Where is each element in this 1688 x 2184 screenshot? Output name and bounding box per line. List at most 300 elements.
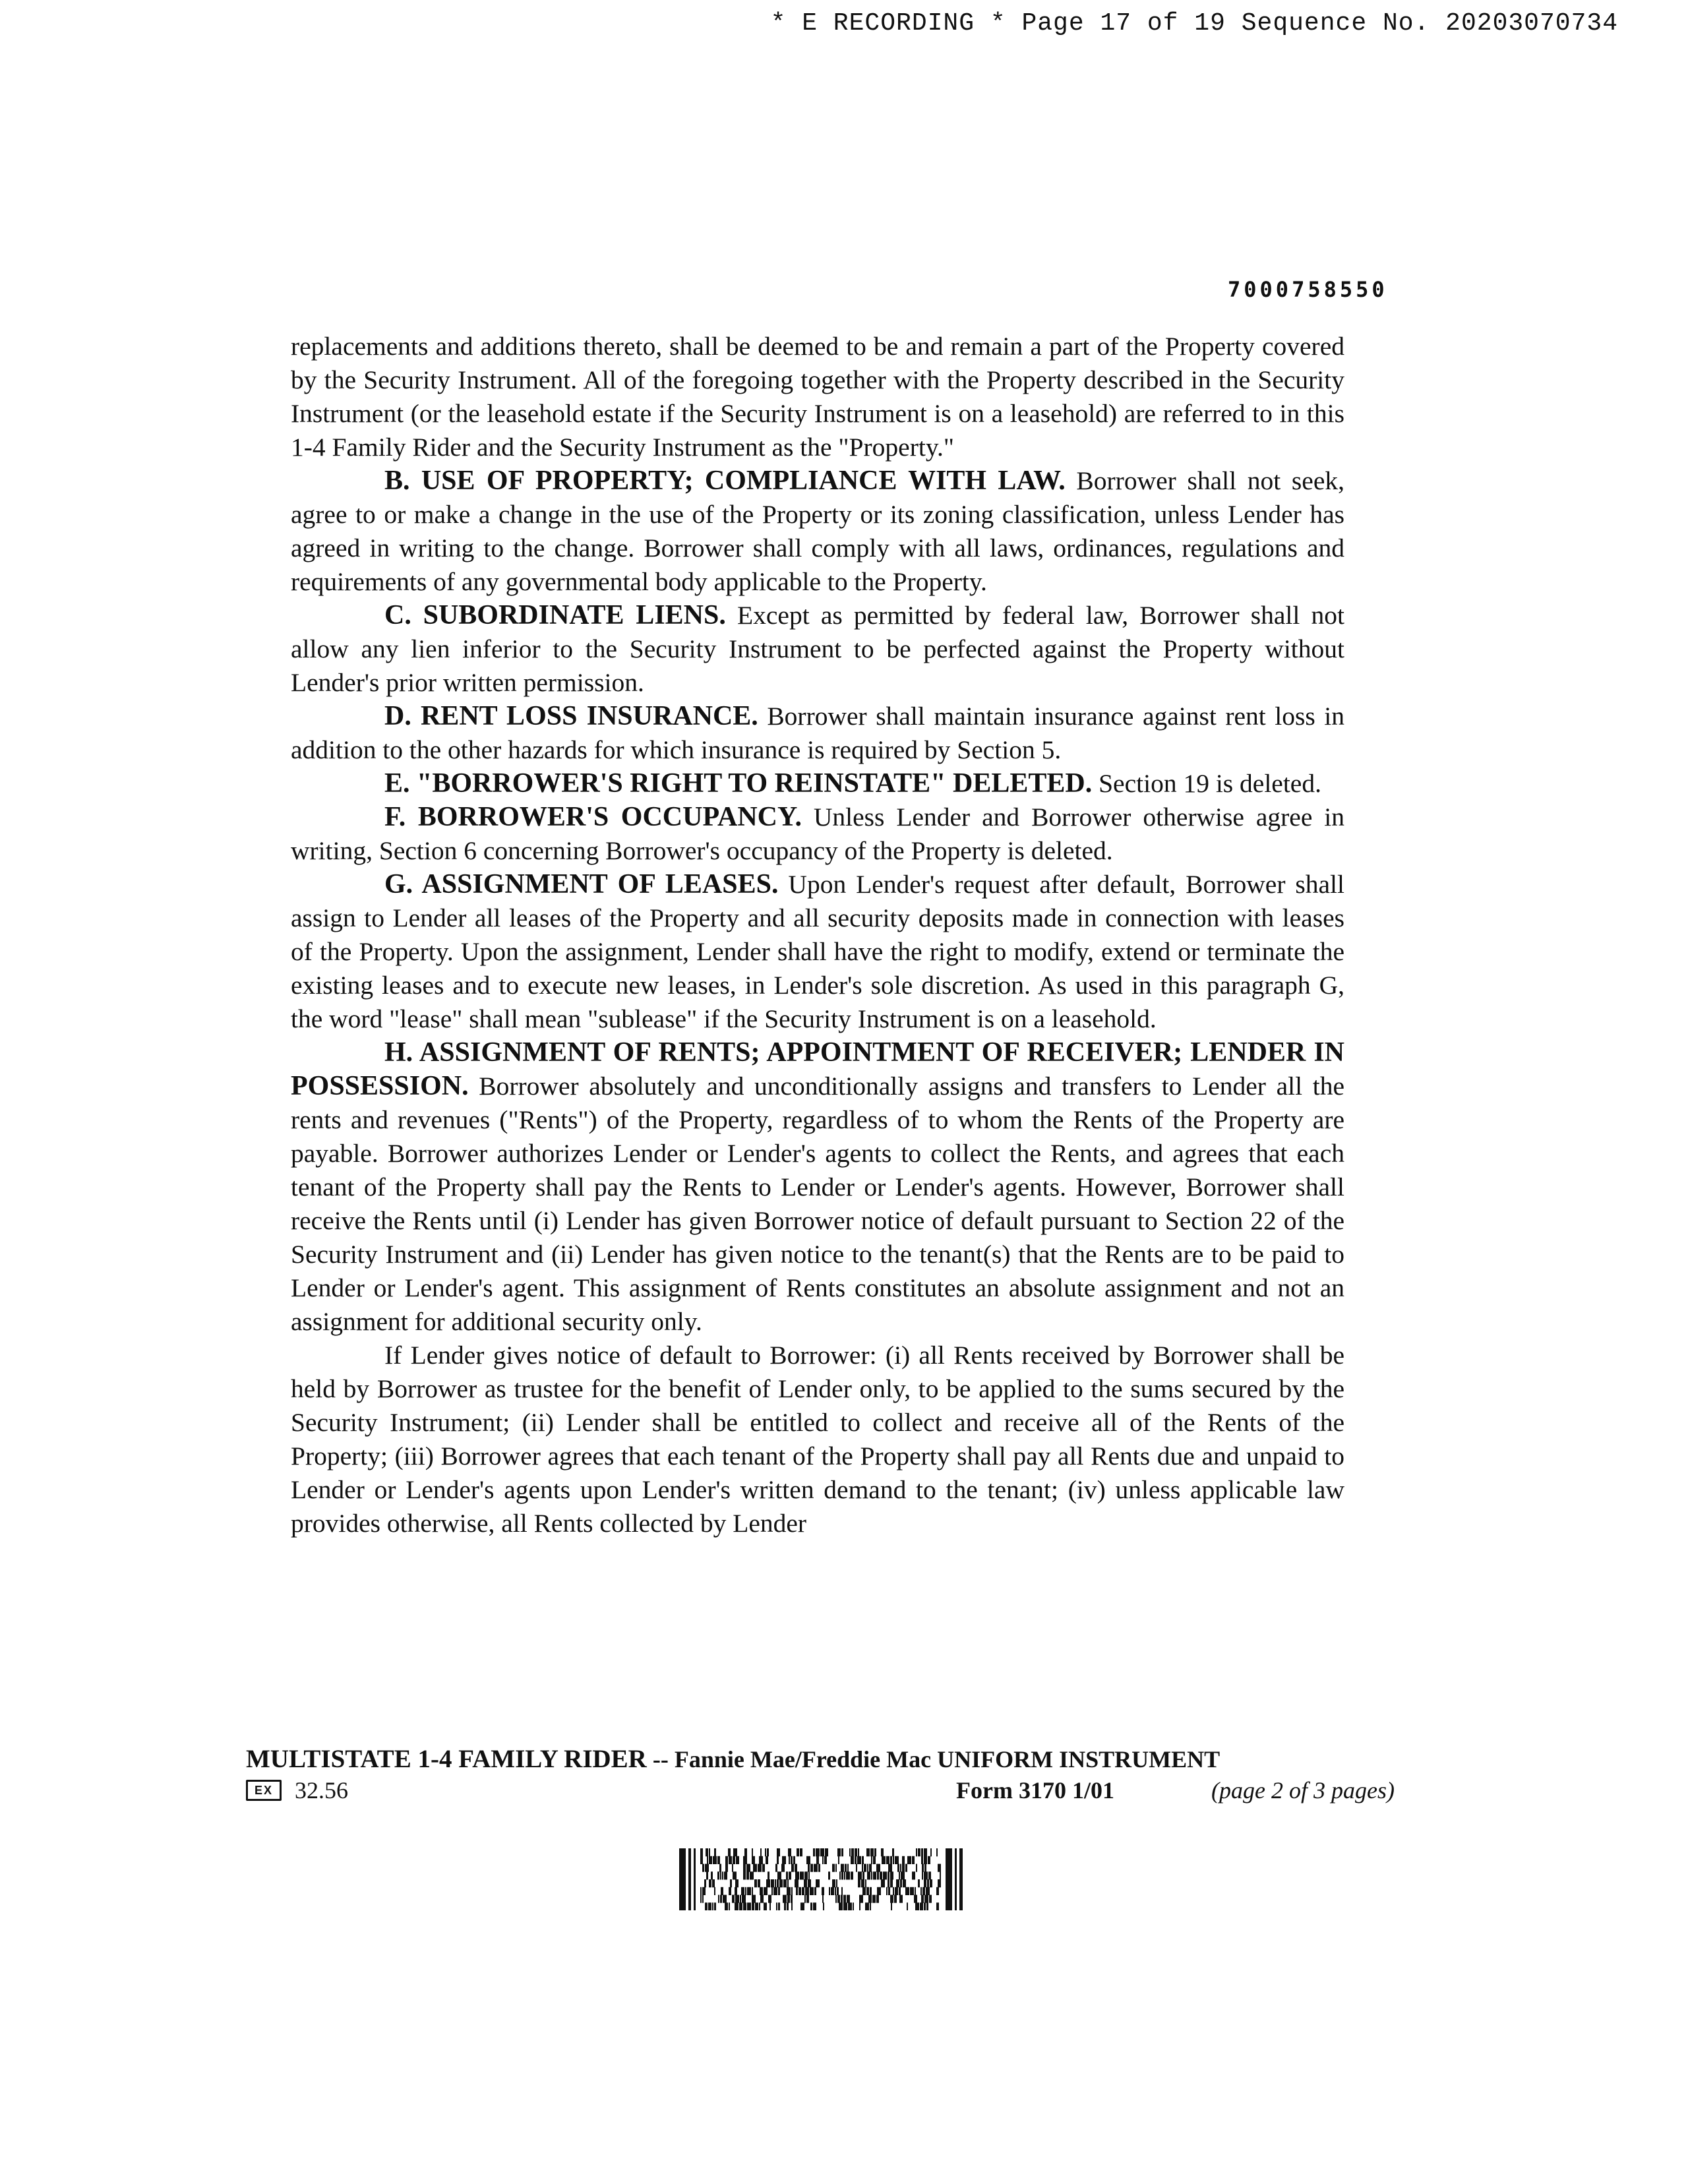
recording-header: * E RECORDING * Page 17 of 19 Sequence No. 20203070734 bbox=[770, 9, 1618, 38]
barcode-module bbox=[810, 1864, 813, 1872]
barcode-module bbox=[709, 1856, 712, 1864]
barcode-module bbox=[924, 1902, 926, 1910]
barcode-module bbox=[786, 1871, 788, 1879]
barcode-module bbox=[877, 1871, 879, 1879]
barcode-module bbox=[847, 1895, 850, 1903]
barcode-module bbox=[717, 1871, 719, 1879]
barcode-module bbox=[721, 1887, 723, 1895]
barcode-module bbox=[905, 1887, 909, 1895]
barcode-module bbox=[857, 1856, 861, 1864]
barcode-module bbox=[890, 1856, 892, 1864]
barcode-module bbox=[813, 1848, 815, 1856]
barcode-module bbox=[776, 1902, 777, 1910]
barcode-module bbox=[890, 1871, 893, 1879]
barcode-module bbox=[775, 1864, 777, 1872]
barcode-start-bar bbox=[694, 1848, 696, 1910]
barcode-module bbox=[926, 1887, 930, 1895]
barcode-module bbox=[856, 1864, 857, 1872]
barcode-module bbox=[777, 1856, 779, 1864]
barcode-module bbox=[867, 1864, 868, 1872]
barcode-module bbox=[789, 1871, 791, 1879]
barcode-module bbox=[902, 1856, 905, 1864]
barcode-module bbox=[713, 1856, 717, 1864]
paragraph-b bbox=[291, 464, 1344, 599]
barcode-module bbox=[861, 1879, 864, 1887]
barcode-module bbox=[851, 1848, 854, 1856]
barcode-module bbox=[841, 1895, 843, 1903]
barcode-module bbox=[743, 1902, 746, 1910]
barcode-module bbox=[747, 1902, 751, 1910]
paragraph-heading: H. ASSIGNMENT OF RENTS; APPOINTMENT OF RECEIVER; LENDER IN POSSESSION. bbox=[291, 1037, 1344, 1101]
footer-title-rest: Fannie Mae/Freddie Mac UNIFORM INSTRUMENT bbox=[674, 1746, 1221, 1773]
barcode-module bbox=[767, 1848, 769, 1856]
barcode-module bbox=[873, 1871, 876, 1879]
barcode-module bbox=[930, 1848, 932, 1856]
barcode-module bbox=[800, 1848, 802, 1856]
barcode-module bbox=[872, 1895, 876, 1903]
paragraph-text: replacements and additions thereto, shall be deemed to be and remain a part of the Property covered by the Security Instrument. All of the foregoing together with the Property described in the Security Instrument (or the leasehold estate if the Security Instrument is on a leasehold) are referred to in this 1-4 Family Rider and the Security Instrument as the "Property." bbox=[291, 332, 1344, 462]
barcode-module bbox=[928, 1871, 931, 1879]
barcode-module bbox=[862, 1887, 866, 1895]
barcode-module bbox=[841, 1864, 844, 1872]
barcode-module bbox=[723, 1895, 727, 1903]
barcode-module bbox=[916, 1864, 917, 1872]
footer-title-separator: -- bbox=[646, 1746, 675, 1773]
barcode-module bbox=[890, 1879, 893, 1887]
barcode-module bbox=[928, 1856, 930, 1864]
barcode-module bbox=[705, 1864, 709, 1872]
barcode-module bbox=[895, 1856, 899, 1864]
barcode-module bbox=[808, 1871, 810, 1879]
barcode-module bbox=[760, 1848, 762, 1856]
barcode-module bbox=[886, 1887, 888, 1895]
barcode-module bbox=[789, 1856, 790, 1864]
barcode-module bbox=[825, 1848, 828, 1856]
barcode-module bbox=[806, 1856, 810, 1864]
barcode-module bbox=[848, 1902, 852, 1910]
barcode-module bbox=[849, 1848, 851, 1856]
barcode-module bbox=[784, 1902, 786, 1910]
barcode-module bbox=[858, 1871, 862, 1879]
barcode-module bbox=[891, 1902, 892, 1910]
barcode-start-bar bbox=[679, 1848, 686, 1910]
barcode-module bbox=[905, 1864, 907, 1872]
barcode-module bbox=[871, 1856, 872, 1864]
paragraph-text: Borrower shall not seek, agree to or make a change in the use of the Property or its zoning classification, unless Lender has agreed in writing to the change. Borrower shall comply with all laws, ordinances, regulations and requirements of any governmental body applicable to the Property. bbox=[291, 466, 1344, 596]
barcode-module bbox=[936, 1902, 939, 1910]
document-body bbox=[291, 330, 1344, 1540]
barcode-module bbox=[871, 1871, 872, 1879]
barcode-module bbox=[912, 1871, 915, 1879]
barcode-module bbox=[924, 1879, 926, 1887]
barcode-module bbox=[720, 1895, 722, 1903]
barcode-module bbox=[706, 1871, 708, 1879]
barcode-module bbox=[846, 1871, 850, 1879]
barcode-module bbox=[866, 1887, 869, 1895]
barcode-module bbox=[858, 1879, 860, 1887]
barcode-module bbox=[744, 1848, 747, 1856]
footer-title bbox=[246, 1744, 1220, 1774]
barcode-module bbox=[813, 1902, 816, 1910]
barcode-module bbox=[881, 1879, 885, 1887]
barcode-module bbox=[747, 1887, 751, 1895]
barcode-module bbox=[759, 1856, 763, 1864]
barcode-module bbox=[865, 1879, 866, 1887]
barcode-module bbox=[832, 1864, 835, 1872]
barcode-module bbox=[823, 1902, 824, 1910]
barcode-module bbox=[869, 1864, 872, 1872]
barcode-module bbox=[719, 1864, 721, 1872]
barcode-module bbox=[876, 1864, 880, 1872]
barcode-module bbox=[714, 1902, 716, 1910]
barcode-module bbox=[800, 1871, 804, 1879]
barcode-module bbox=[902, 1864, 905, 1872]
form-code-group bbox=[246, 1776, 348, 1804]
barcode-module bbox=[806, 1895, 809, 1903]
barcode-module bbox=[922, 1864, 924, 1872]
barcode-module bbox=[709, 1848, 710, 1856]
paragraph-heading: D. RENT LOSS INSURANCE. bbox=[384, 701, 758, 731]
barcode-module bbox=[835, 1895, 837, 1903]
barcode-module bbox=[706, 1848, 708, 1856]
barcode-module bbox=[795, 1871, 799, 1879]
barcode-module bbox=[714, 1848, 716, 1856]
barcode-module bbox=[793, 1856, 795, 1864]
barcode-start-bar bbox=[688, 1848, 691, 1910]
loan-number: 7000758550 bbox=[1228, 277, 1388, 302]
barcode-module bbox=[765, 1848, 766, 1856]
barcode-module bbox=[709, 1879, 711, 1887]
barcode-module bbox=[940, 1871, 941, 1879]
barcode-module bbox=[791, 1902, 793, 1910]
barcode-module bbox=[922, 1871, 923, 1879]
barcode-module bbox=[841, 1848, 843, 1856]
barcode-module bbox=[700, 1887, 702, 1895]
barcode-module bbox=[896, 1879, 899, 1887]
barcode-module bbox=[921, 1895, 924, 1903]
barcode-module bbox=[897, 1864, 899, 1872]
barcode-module bbox=[735, 1902, 738, 1910]
barcode-module bbox=[755, 1902, 758, 1910]
barcode-module bbox=[704, 1879, 706, 1887]
barcode-module bbox=[771, 1879, 774, 1887]
barcode-stop-bar bbox=[959, 1848, 963, 1910]
barcode-module bbox=[705, 1902, 708, 1910]
barcode-module bbox=[750, 1871, 754, 1879]
barcode-module bbox=[844, 1871, 845, 1879]
barcode-module bbox=[808, 1864, 810, 1872]
barcode-module bbox=[745, 1887, 746, 1895]
barcode-module bbox=[894, 1895, 897, 1903]
barcode-module bbox=[837, 1887, 839, 1895]
barcode-module bbox=[728, 1848, 731, 1856]
barcode-module bbox=[702, 1887, 706, 1895]
barcode-module bbox=[743, 1856, 747, 1864]
paragraph-text: If Lender gives notice of default to Borrower: (i) all Rents received by Borrower shall be held by Borrower as trustee for the benefit of Lender only, to be applied to the sums secured by the Security Instrument; (ii) Lender shall be entitled to collect and receive all of the Rents of the Property; (iii) Borrower agrees that each tenant of the Property shall pay all Rents due and unpaid to Lender or Lender's agents upon Lender's written demand to the tenant; (iv) unless applicable law provides otherwise, all Rents collected by Lender bbox=[291, 1341, 1344, 1538]
barcode-module bbox=[892, 1848, 894, 1856]
barcode-module bbox=[924, 1848, 927, 1856]
barcode-module bbox=[870, 1902, 871, 1910]
barcode-module bbox=[797, 1848, 799, 1856]
barcode-module bbox=[753, 1864, 757, 1872]
barcode-module bbox=[775, 1879, 776, 1887]
barcode-module bbox=[859, 1895, 863, 1903]
barcode-module bbox=[853, 1902, 854, 1910]
barcode-module bbox=[720, 1871, 721, 1879]
paragraph-text: Upon Lender's request after default, Borrower shall assign to Lender all leases of the Property and all security deposits made in connection with leases of the Property. Upon the assignment, Lender shall have the right to modify, extend or terminate the existing leases and to execute new leases, in Lender's sole discretion. As used in this paragraph G, the word "lease" shall mean "sublease" if the Security Instrument is on a leasehold. bbox=[291, 870, 1345, 1033]
barcode-module bbox=[758, 1864, 762, 1872]
barcode-module bbox=[725, 1864, 728, 1872]
barcode-module bbox=[851, 1856, 854, 1864]
barcode-module bbox=[711, 1871, 713, 1879]
barcode-module bbox=[725, 1856, 728, 1864]
barcode-module bbox=[924, 1864, 926, 1872]
barcode-module bbox=[893, 1887, 894, 1895]
barcode-module bbox=[816, 1879, 820, 1887]
barcode-module bbox=[868, 1895, 872, 1903]
barcode-module bbox=[835, 1864, 837, 1872]
barcode-module bbox=[839, 1871, 841, 1879]
barcode-module bbox=[886, 1856, 889, 1864]
barcode-module bbox=[746, 1871, 749, 1879]
paragraph-heading: G. ASSIGNMENT OF LEASES. bbox=[384, 869, 779, 899]
barcode-module bbox=[733, 1848, 737, 1856]
barcode-module bbox=[778, 1902, 780, 1910]
barcode-module bbox=[864, 1864, 866, 1872]
barcode-module bbox=[907, 1902, 908, 1910]
barcode-module bbox=[791, 1856, 793, 1864]
barcode-module bbox=[882, 1856, 886, 1864]
footer-title-main: MULTISTATE 1-4 FAMILY RIDER bbox=[246, 1745, 647, 1773]
barcode-module bbox=[910, 1887, 914, 1895]
barcode-module bbox=[888, 1879, 889, 1887]
barcode-module bbox=[762, 1864, 765, 1872]
barcode-module bbox=[805, 1887, 809, 1895]
paragraph-d bbox=[291, 700, 1344, 767]
ex-logo-icon: EX bbox=[246, 1780, 282, 1801]
barcode-module bbox=[838, 1856, 839, 1864]
barcode-module bbox=[847, 1864, 849, 1872]
barcode-module bbox=[824, 1856, 827, 1864]
barcode-module bbox=[788, 1848, 791, 1856]
barcode-module bbox=[729, 1856, 732, 1864]
barcode-module bbox=[778, 1887, 780, 1895]
barcode-module bbox=[777, 1871, 781, 1879]
barcode-module bbox=[700, 1856, 703, 1864]
paragraph-e bbox=[291, 767, 1344, 801]
barcode-module bbox=[759, 1902, 760, 1910]
barcode-module bbox=[835, 1887, 836, 1895]
barcode-module bbox=[859, 1902, 860, 1910]
barcode-module bbox=[927, 1879, 929, 1887]
barcode-module bbox=[746, 1864, 750, 1872]
paragraph-heading: F. BORROWER'S OCCUPANCY. bbox=[384, 802, 802, 832]
barcode-module bbox=[702, 1864, 704, 1872]
barcode-module bbox=[936, 1848, 938, 1856]
barcode-module bbox=[895, 1887, 898, 1895]
barcode-module bbox=[764, 1887, 768, 1895]
barcode-module bbox=[712, 1902, 713, 1910]
barcode-module bbox=[714, 1887, 715, 1895]
barcode-module bbox=[810, 1887, 814, 1895]
barcode-module bbox=[870, 1848, 874, 1856]
pdf417-barcode-icon bbox=[679, 1848, 965, 1910]
barcode-module bbox=[907, 1856, 911, 1864]
barcode-module bbox=[828, 1871, 830, 1879]
barcode-module bbox=[855, 1856, 857, 1864]
barcode-module bbox=[725, 1902, 728, 1910]
barcode-module bbox=[836, 1879, 837, 1887]
barcode-module bbox=[881, 1848, 884, 1856]
barcode-module bbox=[769, 1902, 771, 1910]
barcode-module bbox=[707, 1856, 708, 1864]
barcode-module bbox=[831, 1887, 834, 1895]
barcode-module bbox=[936, 1887, 939, 1895]
barcode-module bbox=[796, 1887, 798, 1895]
barcode-module bbox=[773, 1887, 777, 1895]
barcode-stop-bar bbox=[955, 1848, 957, 1910]
barcode-module bbox=[924, 1871, 928, 1879]
barcode-module bbox=[766, 1879, 770, 1887]
barcode-module bbox=[771, 1887, 773, 1895]
barcode-module bbox=[733, 1856, 735, 1864]
barcode-module bbox=[820, 1848, 824, 1856]
paragraph-text: Section 19 is deleted. bbox=[1092, 769, 1321, 798]
barcode-module bbox=[814, 1864, 818, 1872]
barcode-module bbox=[866, 1848, 870, 1856]
barcode-module bbox=[924, 1856, 927, 1864]
barcode-module bbox=[732, 1895, 735, 1903]
barcode-module bbox=[916, 1848, 917, 1856]
barcode-module bbox=[732, 1864, 733, 1872]
paragraph-heading: E. "BORROWER'S RIGHT TO REINSTATE" DELETED. bbox=[384, 768, 1093, 799]
barcode-module bbox=[938, 1879, 941, 1887]
barcode-module bbox=[799, 1887, 801, 1895]
paragraph-text: Borrower shall maintain insurance against rent loss in addition to the other hazards for which insurance is required by Section 5. bbox=[291, 702, 1344, 764]
barcode-module bbox=[899, 1887, 901, 1895]
paragraph-text: Borrower absolutely and unconditionally assigns and transfers to Lender all the rents and revenues ("Rents") of the Property, regardless of to whom the Rents of the Property are payable. Borrower authorizes Lender or Lender's agents to collect the Rents, and agrees that each tenant of the Property shall pay the Rents to Lender or Lender's agents. However, Borrower shall receive the Rents until (i) Lender has given Borrower notice of default pursuant to Section 22 of the Security Instrument and (ii) Lender has given notice to the tenant(s) that the Rents are to be paid to Lender or Lender's agent. This assignment of Rents constitutes an absolute assignment and not an assignment for additional security only. bbox=[291, 1072, 1344, 1336]
barcode-module bbox=[839, 1902, 843, 1910]
barcode-module bbox=[764, 1902, 767, 1910]
barcode-module bbox=[876, 1895, 879, 1903]
barcode-module bbox=[888, 1871, 889, 1879]
barcode-module bbox=[739, 1902, 742, 1910]
barcode-module bbox=[735, 1879, 738, 1887]
barcode-module bbox=[760, 1895, 764, 1903]
barcode-module bbox=[743, 1864, 746, 1872]
barcode-module bbox=[880, 1871, 882, 1879]
barcode-module bbox=[890, 1895, 893, 1903]
barcode-module bbox=[700, 1895, 702, 1903]
barcode-module bbox=[730, 1879, 732, 1887]
form-code: 32.56 bbox=[295, 1777, 348, 1804]
footer-row bbox=[246, 1776, 1395, 1809]
paragraph-f bbox=[291, 801, 1344, 868]
paragraph-text: Unless Lender and Borrower otherwise agree in writing, Section 6 concerning Borrower's occupancy of the Property is deleted. bbox=[291, 803, 1345, 865]
paragraph-g bbox=[291, 868, 1344, 1036]
barcode-module bbox=[915, 1887, 916, 1895]
barcode-module bbox=[822, 1856, 824, 1864]
barcode-module bbox=[777, 1879, 779, 1887]
barcode-module bbox=[816, 1856, 819, 1864]
barcode-module bbox=[712, 1879, 715, 1887]
barcode-module bbox=[922, 1887, 925, 1895]
barcode-module bbox=[729, 1887, 731, 1895]
barcode-module bbox=[829, 1887, 830, 1895]
barcode-module bbox=[795, 1879, 799, 1887]
paragraph-text: Except as permitted by federal law, Borrower shall not allow any lien inferior to the Security Instrument to be perfected against the Property without Lender's prior written permission. bbox=[291, 601, 1344, 697]
barcode-module bbox=[873, 1856, 876, 1864]
barcode-module bbox=[787, 1895, 790, 1903]
form-number: Form 3170 1/01 bbox=[956, 1777, 1114, 1804]
barcode-module bbox=[702, 1895, 704, 1903]
barcode-module bbox=[729, 1902, 730, 1910]
barcode-module bbox=[920, 1887, 922, 1895]
barcode-module bbox=[822, 1895, 824, 1903]
page-info: (page 2 of 3 pages) bbox=[1211, 1777, 1395, 1804]
barcode-module bbox=[858, 1848, 859, 1856]
barcode-module bbox=[768, 1895, 771, 1903]
barcode-module bbox=[760, 1887, 763, 1895]
barcode-module bbox=[921, 1856, 923, 1864]
barcode-module bbox=[779, 1879, 783, 1887]
barcode-module bbox=[766, 1856, 768, 1864]
barcode-module bbox=[810, 1902, 812, 1910]
barcode-module bbox=[718, 1895, 719, 1903]
barcode-module bbox=[791, 1895, 793, 1903]
barcode-module bbox=[787, 1879, 789, 1887]
barcode-module bbox=[877, 1887, 881, 1895]
barcode-module bbox=[862, 1871, 864, 1879]
barcode-module bbox=[918, 1879, 920, 1887]
barcode-module bbox=[791, 1864, 794, 1872]
barcode-module bbox=[752, 1848, 753, 1856]
barcode-module bbox=[924, 1895, 928, 1903]
barcode-module bbox=[865, 1902, 869, 1910]
barcode-module bbox=[938, 1864, 941, 1872]
barcode-module bbox=[783, 1879, 787, 1887]
barcode-module bbox=[901, 1871, 905, 1879]
paragraph-h bbox=[291, 1036, 1344, 1339]
barcode-module bbox=[888, 1864, 892, 1872]
barcode-module bbox=[816, 1848, 820, 1856]
barcode-module bbox=[722, 1871, 723, 1879]
barcode-module bbox=[920, 1902, 923, 1910]
barcode-module bbox=[768, 1871, 769, 1879]
barcode-stop-bar bbox=[946, 1848, 952, 1910]
barcode-module bbox=[926, 1902, 928, 1910]
barcode-module bbox=[708, 1902, 711, 1910]
barcode-module bbox=[845, 1864, 847, 1872]
paragraph-heading: C. SUBORDINATE LIENS. bbox=[384, 600, 726, 630]
barcode-module bbox=[741, 1887, 744, 1895]
barcode-module bbox=[752, 1902, 754, 1910]
barcode-module bbox=[837, 1895, 840, 1903]
barcode-module bbox=[818, 1864, 820, 1872]
barcode-module bbox=[883, 1871, 887, 1879]
barcode-module bbox=[800, 1902, 804, 1910]
barcode-module bbox=[841, 1887, 843, 1895]
barcode-module bbox=[700, 1848, 703, 1856]
barcode-module bbox=[888, 1887, 890, 1895]
barcode-module bbox=[758, 1879, 760, 1887]
barcode-module bbox=[900, 1879, 902, 1887]
barcode-module bbox=[914, 1895, 917, 1903]
barcode-module bbox=[754, 1879, 757, 1887]
barcode-module bbox=[787, 1902, 789, 1910]
paragraph-a-continuation bbox=[291, 330, 1344, 464]
barcode-module bbox=[918, 1848, 920, 1856]
